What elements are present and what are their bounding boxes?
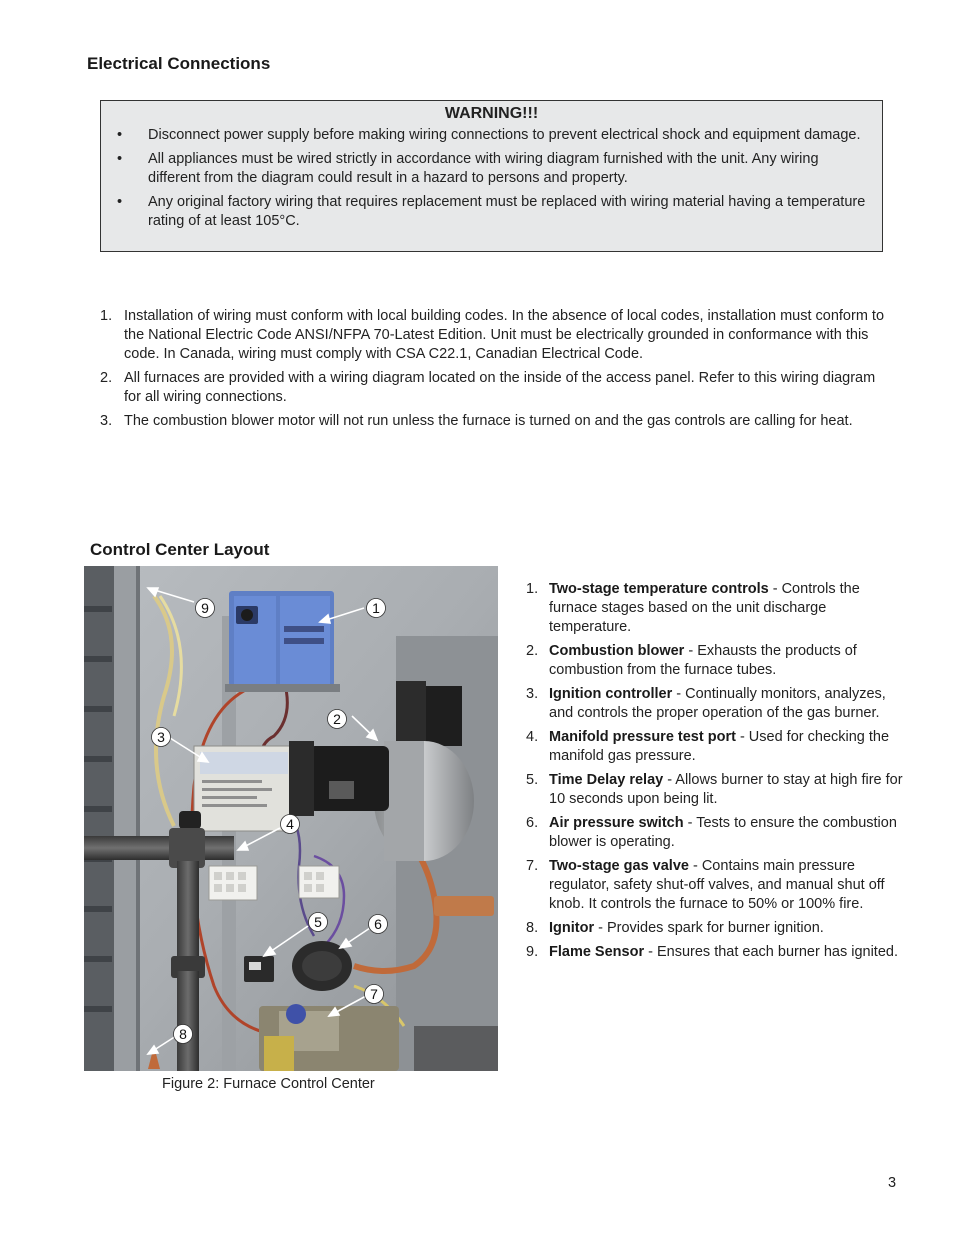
item-text: The combustion blower motor will not run unless the furnace is turned on and the gas controls are calling for heat. [124,413,853,429]
component-name: Two-stage temperature controls [549,581,769,597]
electrical-requirements-list [100,307,890,436]
item-number: 1. [526,581,539,597]
list-item [526,771,906,809]
item-number: 8. [526,920,539,936]
component-name: Combustion blower [549,643,685,659]
warning-text: All appliances must be wired strictly in accordance with wiring diagram furnished with the unit. Any wiring different from the diagram could result in a hazard to persons and property. [148,151,819,186]
item-number: 2. [526,643,539,659]
item-number: 5. [526,772,539,788]
list-item [100,412,890,431]
callout-1: 1 [372,600,380,616]
warning-box [100,100,883,252]
item-number: 2. [100,370,113,386]
list-item [526,814,906,852]
item-number: 9. [526,944,539,960]
component-description: - Exhausts the products of combustion from the furnace tubes. [549,643,857,678]
bullet-icon: • [117,151,123,167]
page-number: 3 [888,1175,897,1191]
figure-caption: Figure 2: Furnace Control Center [162,1076,375,1092]
component-description: - Provides spark for burner ignition. [594,920,824,936]
item-number: 3. [100,413,113,429]
component-description: - Continually monitors, analyzes, and controls the proper operation of the gas burner. [549,686,886,721]
list-item [526,919,906,938]
list-item [100,369,890,407]
warning-item [101,193,882,231]
list-item [526,580,906,637]
callout-6: 6 [374,916,382,932]
bullet-icon: • [117,194,123,210]
callout-7: 7 [370,986,378,1002]
item-number: 7. [526,858,539,874]
component-name: Flame Sensor [549,944,645,960]
list-item [526,685,906,723]
warning-text: Disconnect power supply before making wiring connections to prevent electrical shock and equipment damage. [148,127,861,143]
warning-list [101,126,882,236]
callout-3: 3 [157,729,165,745]
component-description: - Used for checking the manifold gas pressure. [549,729,890,764]
component-description: - Controls the furnace stages based on the unit discharge temperature. [549,581,860,635]
item-number: 6. [526,815,539,831]
warning-text: Any original factory wiring that requires replacement must be replaced with wiring material having a temperature rating of at least 105°C. [148,194,866,229]
component-name: Time Delay relay [549,772,664,788]
item-number: 4. [526,729,539,745]
component-name: Ignitor [549,920,595,936]
warning-item [101,126,882,145]
bullet-icon: • [117,127,123,143]
list-item [526,728,906,766]
section-heading-control-center: Control Center Layout [90,540,270,559]
item-text: All furnaces are provided with a wiring diagram located on the inside of the access panel. Refer to this wiring diagram for all wiring connections. [124,370,876,405]
callout-4: 4 [286,816,294,832]
component-name: Ignition controller [549,686,673,702]
callout-8: 8 [179,1026,187,1042]
list-item [100,307,890,364]
item-number: 3. [526,686,539,702]
list-item [526,642,906,680]
component-description: - Contains main pressure regulator, safety shut-off valves, and manual shut off knob. It controls the furnace to 50% or 100% fire. [549,858,885,912]
component-name: Manifold pressure test port [549,729,736,745]
item-number: 1. [100,308,113,324]
callout-5: 5 [314,914,322,930]
warning-title: WARNING!!! [444,105,539,122]
list-item [526,857,906,914]
warning-item [101,150,882,188]
section-heading-electrical: Electrical Connections [87,54,271,73]
callout-9: 9 [201,600,209,616]
component-description: - Allows burner to stay at high fire for 10 seconds upon being lit. [549,772,903,807]
component-name: Air pressure switch [549,815,684,831]
list-item [526,943,906,962]
component-description: - Tests to ensure the combustion blower is operating. [549,815,897,850]
component-list [526,580,906,967]
item-text: Installation of wiring must conform with local building codes. In the absence of local codes, installation must conform to the National Electric Code ANSI/NFPA 70-Latest Edition. Unit must be electrically grounded in conformance with this code. In Canada, wiring must comply with CSA C22.1, Canadian Electrical Code. [124,308,885,362]
component-description: - Ensures that each burner has ignited. [644,944,898,960]
furnace-control-center-photo [84,566,498,1071]
callout-2: 2 [333,711,341,727]
component-name: Two-stage gas valve [549,858,689,874]
